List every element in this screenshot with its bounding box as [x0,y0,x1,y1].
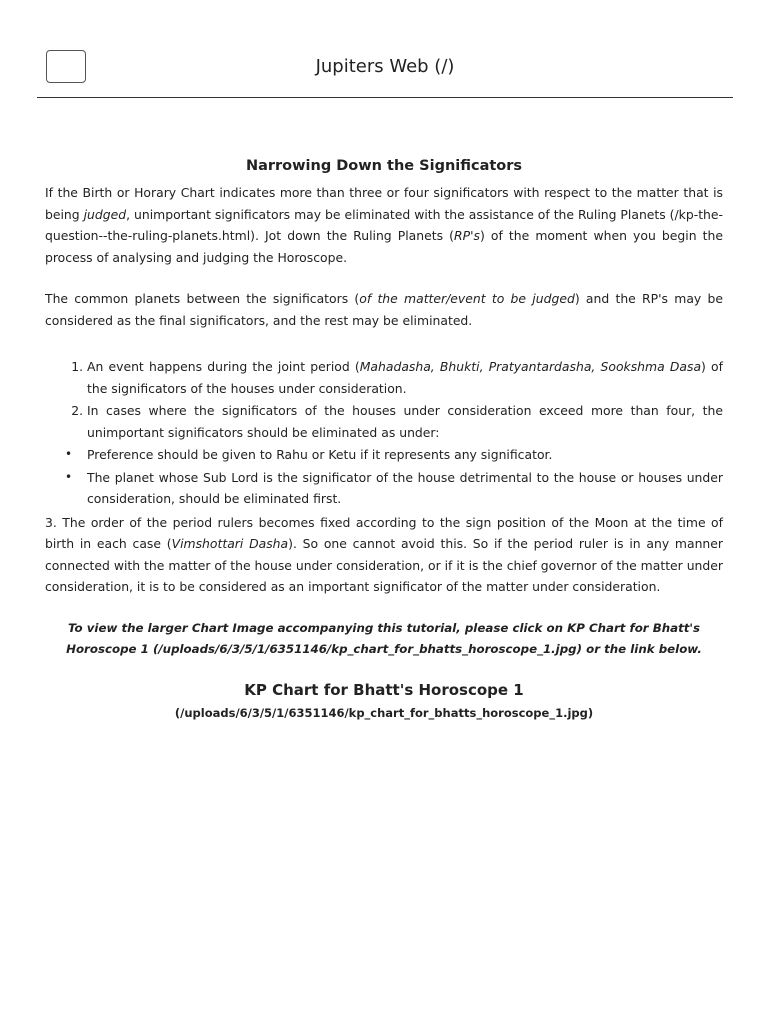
rules-list [45,356,723,443]
bullet-item: • Preference should be given to Rahu or Ketu if it represents any significator. [45,444,723,466]
chart-link-label[interactable]: KP Chart for Bhatt's Horoscope 1 [244,680,524,699]
list-item: 1. An event happens during the joint period (Mahadasha, Bhukti, Pratyantardasha, Sookshma Dasa) of the significators of the houses under consideration. [87,356,723,399]
common-planets-paragraph: The common planets between the significators (of the matter/event to be judged) and the RP's may be considered as the final significators, and the rest may be eliminated. [45,291,723,328]
site-title-link[interactable]: Jupiters Web (/) [315,56,455,77]
chart-image-link[interactable] [45,679,723,724]
intro-paragraph: If the Birth or Horary Chart indicates more than three or four significators with respect to the matter that is being judged, unimportant significators may be eliminated with the assistance of the Ruling Planets (/kp-the-question--the-ruling-planets.html). Jot down the Ruling Planets (RP's) of the moment when you begin the process of analysing and judging the Horoscope. [45,185,724,265]
chart-link-path[interactable]: (/uploads/6/3/5/1/6351146/kp_chart_for_bhatts_horoscope_1.jpg) [174,705,594,720]
chart-image-notice: To view the larger Chart Image accompanying this tutorial, please click on KP Chart for Bhatt's Horoscope 1 (/uploads/6/3/5/1/6351146/kp_chart_for_bhatts_horoscope_1.jpg) or the link below. [66,620,702,656]
bullet-item: • The planet whose Sub Lord is the significator of the house detrimental to the house or houses under consideration, should be eliminated first. [45,467,723,510]
list-item: 2. In cases where the significators of the houses under consideration exceed more than four, the unimportant significators should be eliminated as under: [87,400,723,443]
site-header [37,0,733,98]
article-heading: Narrowing Down the Significators [245,158,523,174]
elimination-bullets [45,444,723,510]
rule-three-paragraph: 3. The order of the period rulers becomes fixed according to the sign position of the Moon at the time of birth in each case (Vimshottari Dasha). So one cannot avoid this. So if the period ruler is in any manner connected with the matter of the house under consideration, or if it is the chief governor of the matter under consideration, it is to be considered as an important significator of the matter under consideration. [45,514,723,594]
article [45,156,723,724]
